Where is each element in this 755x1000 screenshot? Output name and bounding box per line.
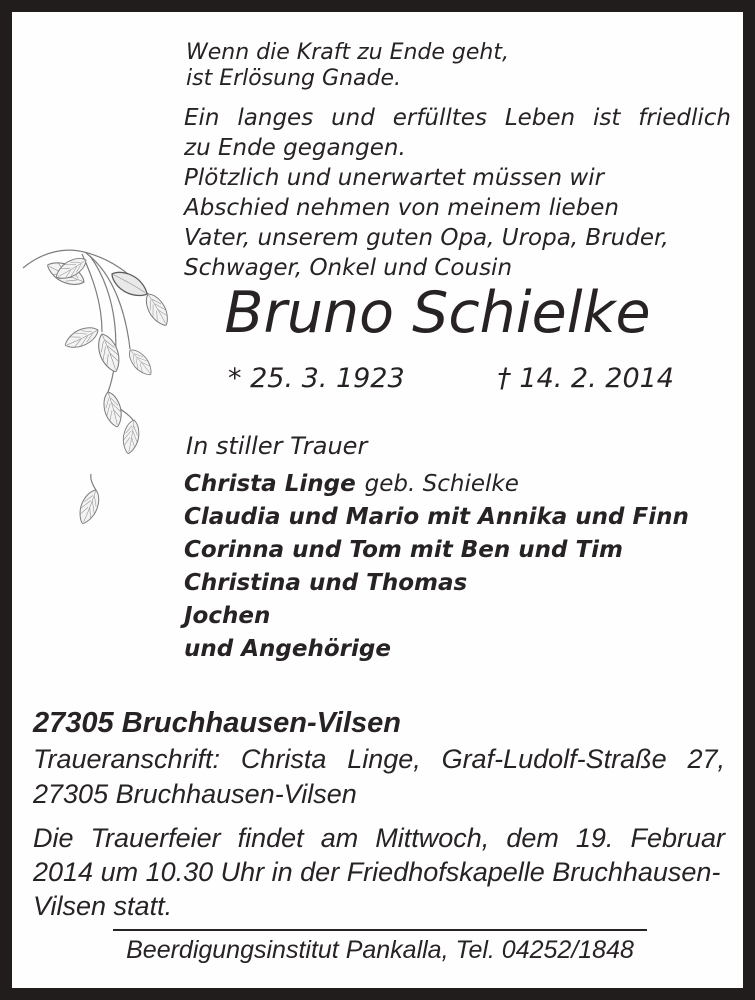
intro-line: Vater, unserem guten Opa, Uropa, Bruder,	[184, 225, 669, 251]
family-list	[184, 468, 689, 666]
family-member	[184, 468, 689, 501]
mourning-heading: In stiller Trauer	[186, 432, 368, 460]
mourning-address-line: Traueranschrift: Christa Linge, Graf-Ludolf-Straße 27,	[33, 744, 725, 774]
intro-line: Ein langes und erfülltes Leben ist friedlich	[184, 105, 731, 131]
family-member: und Angehörige	[184, 636, 391, 662]
family-member: Corinna und Tom mit Ben und Tim	[184, 537, 624, 563]
family-member: Jochen	[184, 603, 271, 629]
life-dates	[228, 363, 674, 394]
family-member-name: Christa Linge	[184, 471, 356, 497]
verse-line: Wenn die Kraft zu Ende geht,	[186, 40, 509, 65]
service-line: Die Trauerfeier findet am Mittwoch, dem 19. Februar	[33, 823, 725, 853]
mourning-address-line: 27305 Bruchhausen-Vilsen	[33, 779, 357, 809]
intro-line: zu Ende gegangen.	[184, 135, 406, 161]
intro-line: Plötzlich und unerwartet müssen wir	[184, 165, 605, 191]
birth-date: * 25. 3. 1923	[228, 363, 405, 394]
service-line: Vilsen statt.	[33, 891, 173, 921]
intro-paragraph	[184, 103, 731, 283]
funeral-home-footer: Beerdigungsinstitut Pankalla, Tel. 04252/1848	[113, 929, 647, 965]
family-member-suffix: geb. Schielke	[364, 471, 519, 497]
branch-illustration	[20, 242, 188, 560]
city-line: 27305 Bruchhausen-Vilsen	[33, 707, 402, 739]
intro-line: Schwager, Onkel und Cousin	[184, 255, 513, 281]
family-member: Christina und Thomas	[184, 570, 468, 596]
family-member: Claudia und Mario mit Annika und Finn	[184, 504, 689, 530]
death-date: † 14. 2. 2014	[497, 363, 674, 394]
verse	[186, 40, 509, 92]
service-info	[33, 821, 725, 923]
intro-line: Abschied nehmen von meinem lieben	[184, 195, 619, 221]
address-block	[33, 704, 725, 812]
verse-line: ist Erlösung Gnade.	[186, 66, 401, 91]
deceased-name: Bruno Schielke	[224, 280, 651, 346]
service-line: 2014 um 10.30 Uhr in der Friedhofskapelle Bruchhausen-	[33, 857, 721, 887]
